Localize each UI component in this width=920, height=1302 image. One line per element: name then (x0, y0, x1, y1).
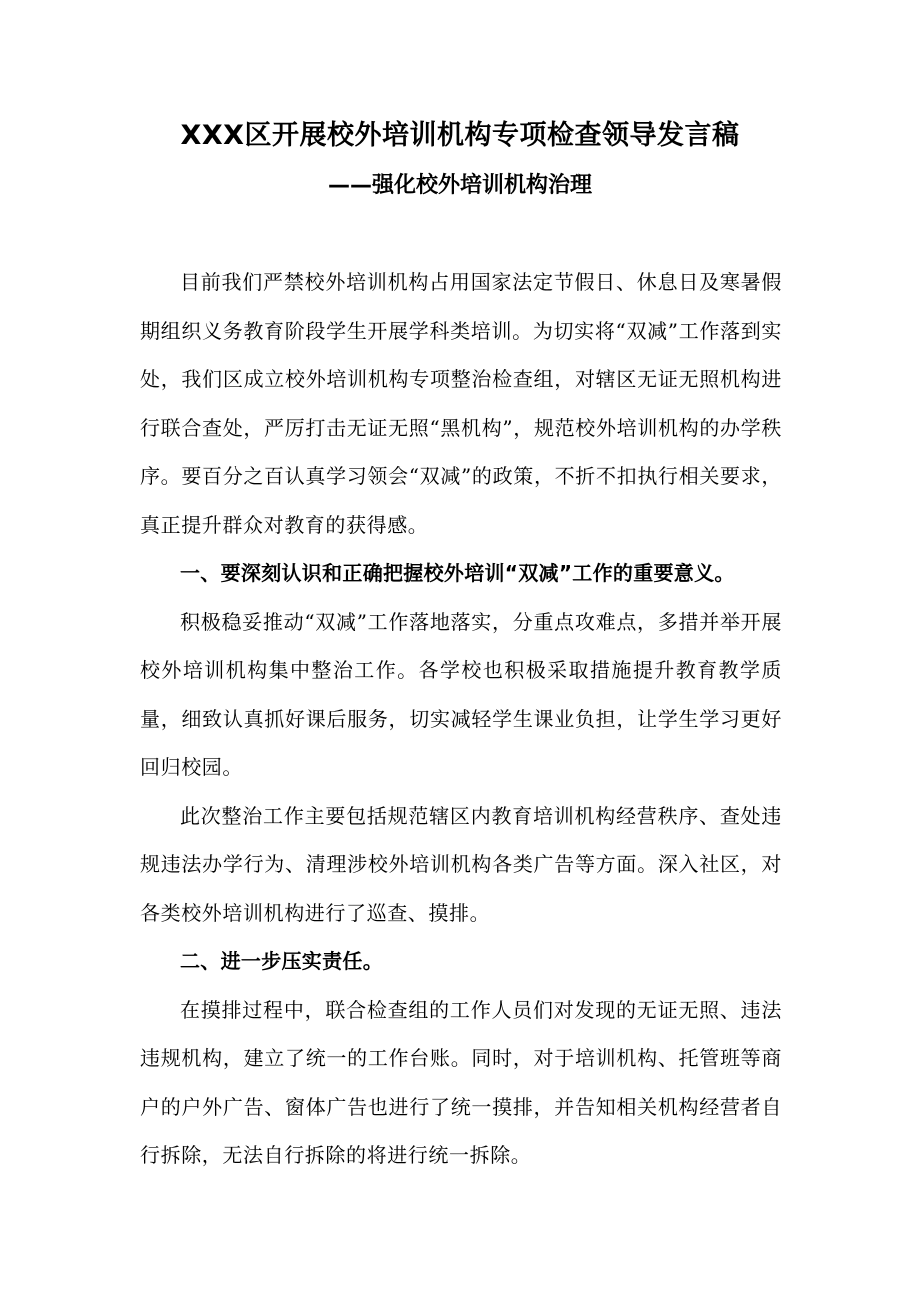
section-heading: 二、进一步压实责任。 (180, 949, 383, 973)
body-paragraph: 目前我们严禁校外培训机构占用国家法定节假日、休息日及寒暑假期组织义务教育阶段学生开展学科类培训。为切实将“双减”工作落到实处，我们区成立校外培训机构专项整治检查组，对辖区无证无照机构进行联合查处，严厉打击无证无照“黑机构”，规范校外培训机构的办学秩序。要百分之百认真学习领会“双减”的政策，不折不扣执行相关要求，真正提升群众对教育的获得感。 (140, 270, 782, 537)
document-title: XXX区开展校外培训机构专项检查领导发言稿 (180, 120, 740, 151)
body-paragraph: 积极稳妥推动“双减”工作落地落实，分重点攻难点，多措并举开展校外培训机构集中整治工作。各学校也积极采取措施提升教育教学质量，细致认真抓好课后服务，切实减轻学生课业负担，让学生学习更好回归校园。 (140, 609, 782, 779)
body-paragraph: 在摸排过程中，联合检查组的工作人员们对发现的无证无照、违法违规机构，建立了统一的工作台账。同时，对于培训机构、托管班等商户的户外广告、窗体广告也进行了统一摸排，并告知相关机构经营者自行拆除，无法自行拆除的将进行统一拆除。 (140, 997, 782, 1167)
document-body (140, 258, 782, 1180)
body-paragraph: 此次整治工作主要包括规范辖区内教育培训机构经营秩序、查处违规违法办学行为、清理涉校外培训机构各类广告等方面。深入社区，对各类校外培训机构进行了巡查、摸排。 (140, 803, 782, 925)
section-heading: 一、要深刻认识和正确把握校外培训“双减”工作的重要意义。 (180, 561, 735, 585)
document-subtitle: ——强化校外培训机构治理 (327, 173, 592, 198)
